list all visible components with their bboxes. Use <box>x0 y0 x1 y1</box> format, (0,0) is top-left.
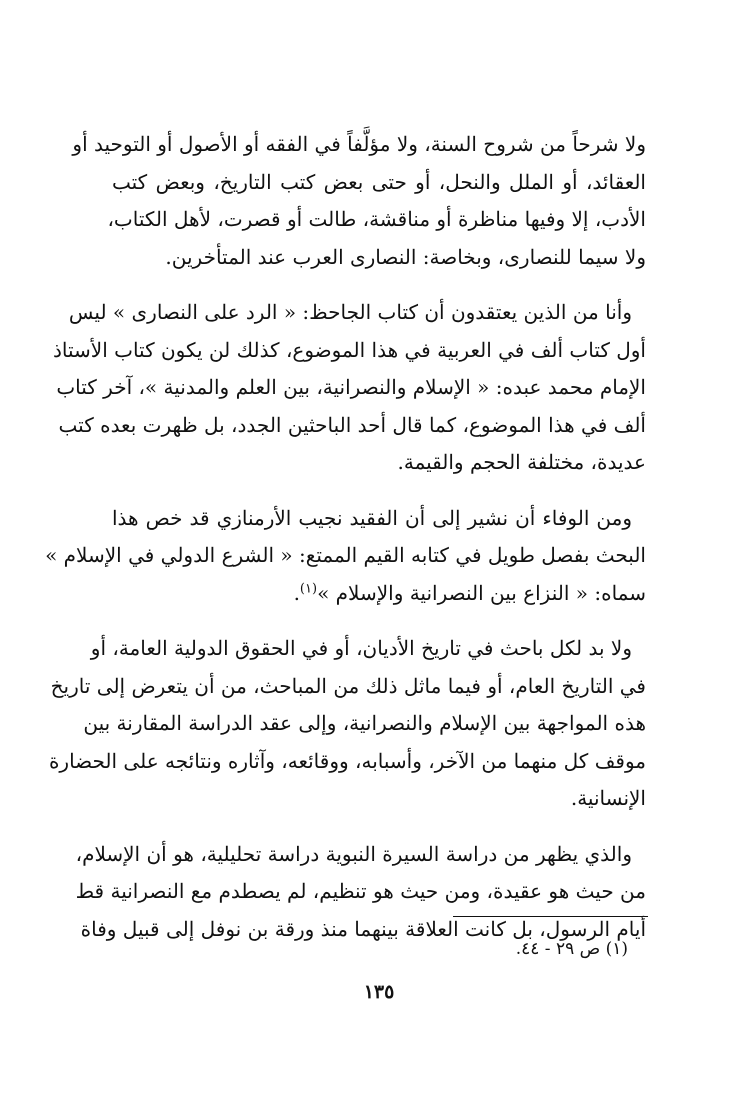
text-line: والذي يظهر من دراسة السيرة النبوية دراسة تحليلية، هو أن الإسلام، <box>75 841 632 866</box>
text-line: عديدة، مختلفة الحجم والقيمة. <box>397 450 646 474</box>
text-line-with-footnote <box>112 575 646 613</box>
text-line: ولا بد لكل باحث في تاريخ الأديان، أو في الحقوق الدولية العامة، أو <box>90 636 632 660</box>
footnote-reference[interactable]: (١) <box>299 580 318 596</box>
text-line: أيام الرسول، بل كانت العلاقة بينهما منذ ورقة بن نوفل إلى قبيل وفاة <box>80 916 646 941</box>
paragraph-1 <box>72 126 646 276</box>
paragraph-2 <box>53 294 646 482</box>
paragraph-5 <box>75 836 646 949</box>
text-line: ولا شرحاً من شروح السنة، ولا مؤلَّفاً في الفقه أو الأصول أو التوحيد أو <box>72 132 646 156</box>
text-line: وأنا من الذين يعتقدون أن كتاب الجاحظ: « الرد على النصارى » ليس <box>68 300 632 324</box>
body-text <box>45 126 646 966</box>
footnote: (١) ص ٢٩ - ٤٤. <box>515 939 628 959</box>
paragraph-3 <box>45 500 646 613</box>
text-line: ألف في هذا الموضوع، كما قال أحد الباحثين الجدد، بل ظهرت بعده كتب <box>58 412 646 437</box>
text-line: الإمام محمد عبده: « الإسلام والنصرانية، بين العلم والمدنية »، آخر كتاب <box>56 375 646 399</box>
text-line: في التاريخ العام، أو فيما ماثل ذلك من المباحث، من أن يتعرض إلى تاريخ <box>50 673 646 698</box>
text-line: موقف كل منهما من الآخر، وأسبابه، ووقائعه، وآثاره ونتائجه على الحضارة <box>48 748 646 773</box>
text-line: ولا سيما للنصارى، وبخاصة: النصارى العرب عند المتأخرين. <box>165 244 646 269</box>
page-number: ١٣٥ <box>363 981 395 1003</box>
book-page <box>45 126 646 1026</box>
text-line: سماه: « النزاع بين النصرانية والإسلام » <box>317 580 646 605</box>
text-line: هذه المواجهة بين الإسلام والنصرانية، وإلى عقد الدراسة المقارنة بين <box>83 711 646 735</box>
text-line: الأدب، إلا وفيها مناظرة أو مناقشة، طالت أو قصرت، لأهل الكتاب، <box>107 207 646 231</box>
text-line: من حيث هو عقيدة، ومن حيث هو تنظيم، لم يصطدم مع النصرانية قط <box>75 879 646 903</box>
text-line: أول كتاب ألف في العربية في هذا الموضوع، كذلك لن يكون كتاب الأستاذ <box>53 337 646 362</box>
sentence-end: . <box>293 580 300 605</box>
text-line: ومن الوفاء أن نشير إلى أن الفقيد نجيب الأرمنازي قد خص هذا <box>112 505 632 530</box>
text-line: العقائد، أو الملل والنحل، أو حتى بعض كتب التاريخ، وبعض كتب <box>112 169 646 194</box>
text-line: الإنسانية. <box>570 786 646 810</box>
paragraph-4 <box>48 630 646 818</box>
footnote-divider <box>453 916 648 917</box>
text-line: البحث بفصل طويل في كتابه القيم الممتع: « الشرع الدولي في الإسلام » <box>45 543 646 567</box>
